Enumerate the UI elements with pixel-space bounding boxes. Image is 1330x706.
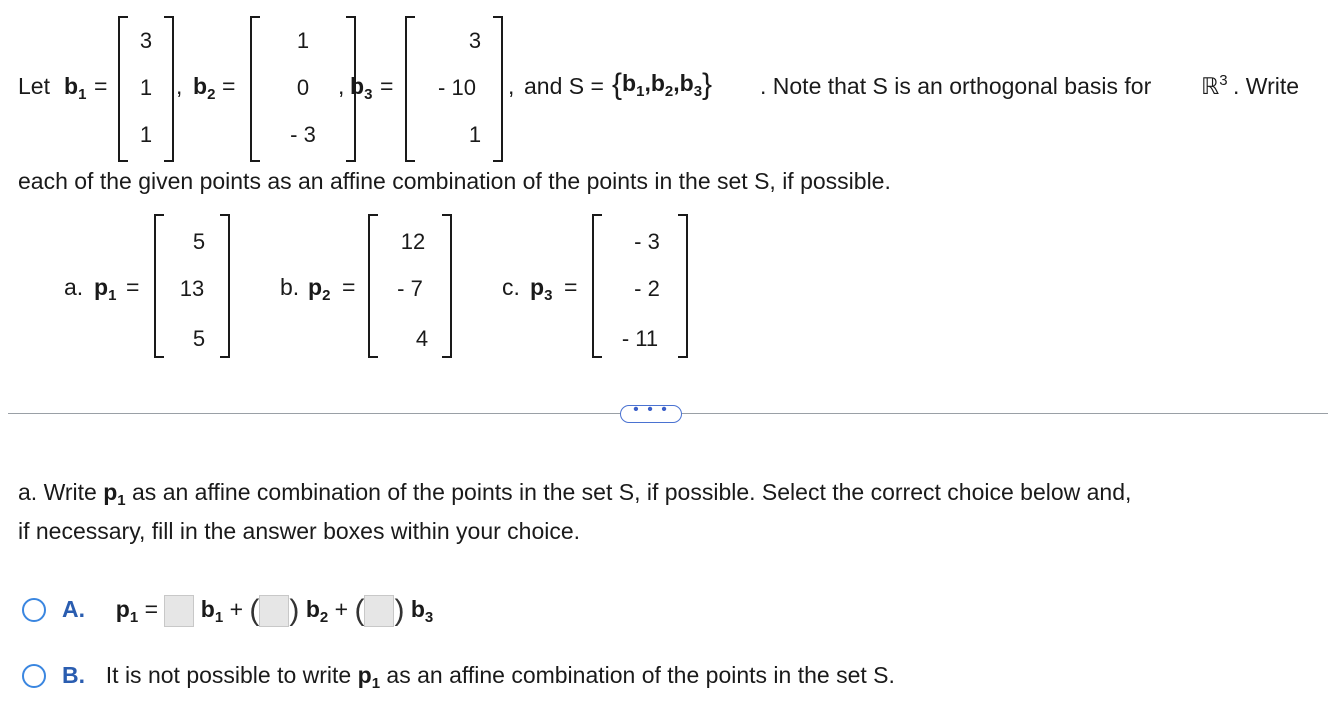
- b1-label: $b_1$: [64, 73, 87, 103]
- choice-a-p1: $p_1$: [115, 596, 139, 627]
- choice-a-letter: A.: [62, 596, 85, 623]
- plus-sign: +: [229, 596, 244, 623]
- r3-symbol: ℝ$^3$: [1201, 72, 1228, 99]
- p2-equals: =: [342, 274, 356, 300]
- note-text: . Note that S is an orthogonal basis for: [760, 73, 1152, 99]
- b3-entry: - 10: [438, 75, 476, 100]
- p1-vector: [154, 214, 230, 358]
- set-s: $\{b_1,b_2,b_3\}$: [612, 68, 713, 101]
- b1-vector: [118, 16, 174, 162]
- p3-vector: [592, 214, 688, 358]
- b2-entry: 1: [296, 28, 310, 53]
- p2-label: $p_2$: [308, 274, 331, 304]
- problem-line-2: each of the given points as an affine combination of the points in the set S, if possible.: [18, 168, 891, 194]
- choice-b-radio[interactable]: [22, 664, 46, 688]
- b3-vector: [405, 16, 503, 162]
- choice-a-b2: $b_2$: [305, 596, 329, 627]
- coefficient-2-input[interactable]: [259, 595, 289, 627]
- p2-entry: 4: [415, 326, 429, 351]
- problem-statement: [0, 0, 1330, 200]
- choice-a-b1: $b_1$: [200, 596, 224, 627]
- points-row: [0, 200, 1330, 370]
- p1-prefix: a.: [64, 274, 84, 300]
- b1-entry: 3: [139, 28, 153, 53]
- question-line-2: if necessary, fill in the answer boxes within your choice.: [18, 518, 581, 544]
- let-label: Let: [18, 73, 50, 99]
- comma: ,: [338, 73, 345, 99]
- plus-sign: +: [334, 596, 349, 623]
- b3-equals: =: [380, 73, 394, 99]
- b2-entry: 0: [296, 75, 310, 100]
- p1-entry: 5: [192, 229, 206, 254]
- b2-entry: - 3: [290, 122, 316, 147]
- choice-a-b3: $b_3$: [410, 596, 434, 627]
- choice-b: [62, 662, 895, 692]
- choice-b-p1: $p_1$: [357, 662, 381, 692]
- b3-entry: 3: [468, 28, 482, 53]
- b3-label: $b_3$: [350, 73, 373, 103]
- p1-entry: 13: [179, 276, 205, 301]
- comma: ,: [176, 73, 183, 99]
- coefficient-1-input[interactable]: [164, 595, 194, 627]
- more-button[interactable]: • • •: [620, 405, 682, 423]
- choice-a-radio[interactable]: [22, 598, 46, 622]
- choice-b-text-end: as an affine combination of the points in the set S.: [386, 662, 895, 688]
- p1-label: $p_1$: [94, 274, 117, 304]
- p2-vector: [368, 214, 452, 358]
- b2-equals: =: [222, 73, 236, 99]
- write-text: . Write: [1233, 73, 1300, 99]
- p3-entry: - 3: [634, 229, 660, 254]
- coefficient-3-input[interactable]: [364, 595, 394, 627]
- b2-label: $b_2$: [193, 73, 216, 103]
- choice-b-text: It is not possible to write: [105, 662, 352, 688]
- p3-entry: - 2: [634, 276, 660, 301]
- p3-entry: - 11: [621, 326, 659, 351]
- p3-prefix: c.: [502, 274, 520, 300]
- p2-prefix: b.: [280, 274, 300, 300]
- p1-entry: 5: [192, 326, 206, 351]
- choice-b-letter: B.: [62, 662, 85, 688]
- choice-a: A. $p_1 = b_1$ + ( ) $b_2$ + ( ) $b_3$: [62, 594, 434, 627]
- b3-entry: 1: [468, 122, 482, 147]
- choice-a-equals: =: [144, 596, 159, 623]
- p2-entry: - 7: [397, 276, 423, 301]
- comma: ,: [508, 73, 515, 99]
- b1-entry: 1: [139, 122, 153, 147]
- p3-label: $p_3$: [530, 274, 553, 304]
- p1-equals: =: [126, 274, 140, 300]
- question-line-1: a. Write $p_1$ as an affine combination of the points in the set S, if possible. Select the correct choice below and,: [18, 479, 1132, 509]
- p2-entry: 12: [400, 229, 426, 254]
- and-s-text: and S =: [524, 73, 604, 99]
- b1-equals: =: [94, 73, 108, 99]
- b1-entry: 1: [139, 75, 153, 100]
- p3-equals: =: [564, 274, 578, 300]
